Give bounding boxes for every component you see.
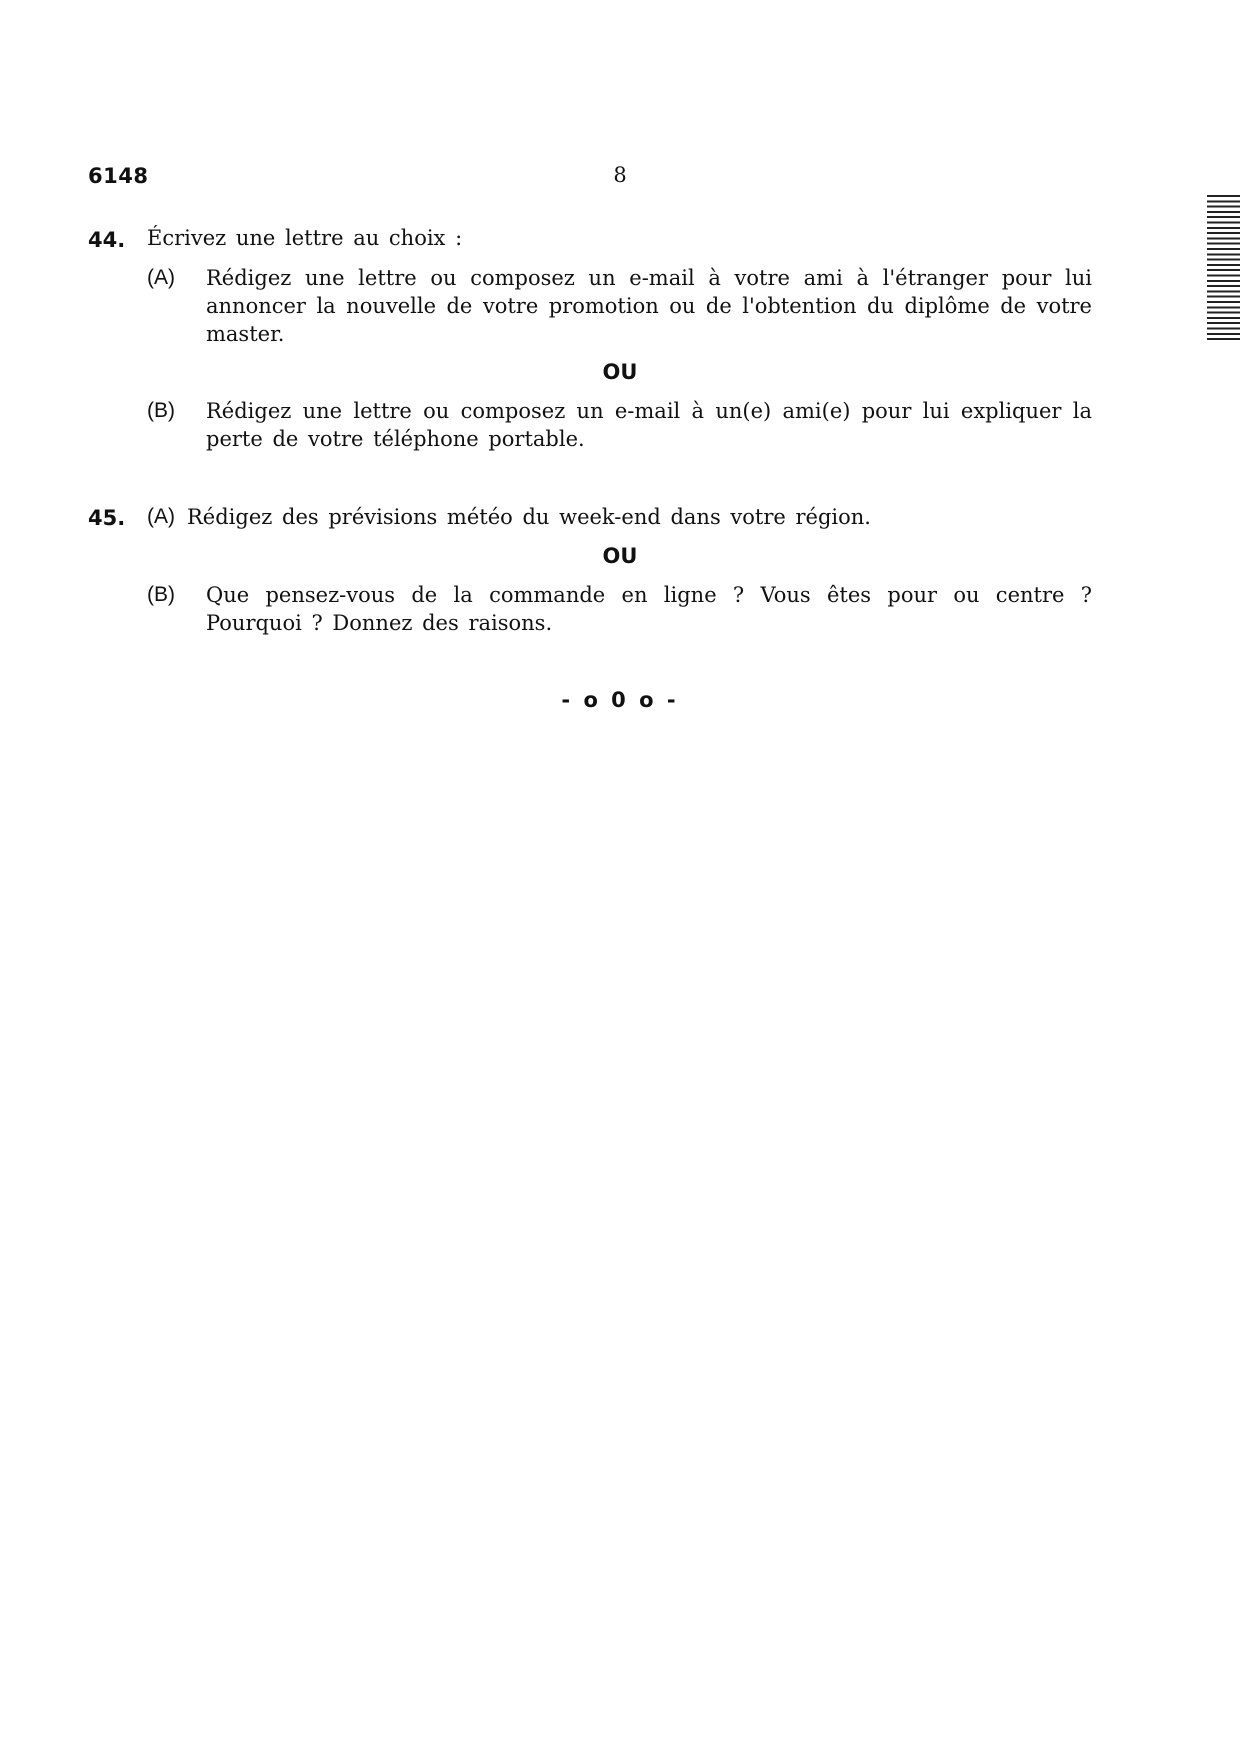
- option-a-text: Rédigez une lettre ou composez un e-mail à votre ami à l'étranger pour lui annoncer la nouvelle de votre promotion ou de l'obtention du diplôme de votre master.: [206, 266, 1092, 346]
- page-number: 8: [613, 163, 627, 187]
- barcode-marker: [1207, 195, 1240, 343]
- option-b-text: Que pensez-vous de la commande en ligne ? Vous êtes pour ou centre ? Pourquoi ? Donnez des raisons.: [206, 583, 1092, 635]
- end-of-paper-mark: - o 0 o -: [561, 688, 679, 712]
- question-prompt: Écrivez une lettre au choix :: [147, 226, 463, 250]
- or-separator: OU: [602, 360, 638, 384]
- question-number: 44.: [88, 228, 126, 252]
- or-separator: OU: [602, 544, 638, 568]
- option-b-label: (B): [147, 583, 175, 606]
- option-b-text: Rédigez une lettre ou composez un e-mail à un(e) ami(e) pour lui expliquer la perte de votre téléphone portable.: [206, 399, 1092, 451]
- option-a-text: Rédigez des prévisions météo du week-end dans votre région.: [187, 505, 871, 529]
- paper-code: 6148: [88, 164, 149, 188]
- option-a-label: (A): [147, 266, 175, 289]
- option-a-label: (A): [147, 505, 175, 528]
- option-b-label: (B): [147, 399, 175, 422]
- question-number: 45.: [88, 506, 126, 530]
